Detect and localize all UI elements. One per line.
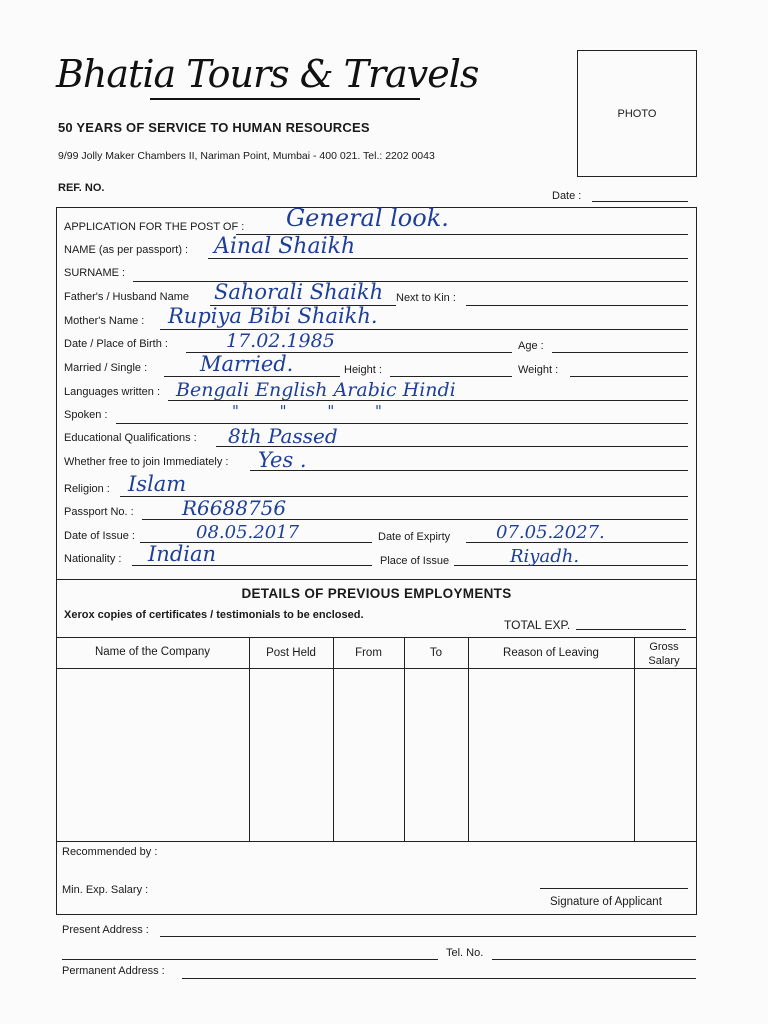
religion-value: Islam xyxy=(128,472,187,496)
col-divider xyxy=(249,637,250,842)
col-header-company: Name of the Company xyxy=(94,646,211,658)
col-header-from: From xyxy=(355,647,382,659)
logo-underline xyxy=(150,98,420,100)
next-kin-label: Next to Kin : xyxy=(396,292,456,304)
age-field[interactable] xyxy=(552,352,688,353)
issue-value: 08.05.2017 xyxy=(196,522,300,543)
edu-value: 8th Passed xyxy=(228,424,338,448)
married-value: Married. xyxy=(200,352,294,376)
name-label: NAME (as per passport) : xyxy=(64,244,189,256)
nationality-value: Indian xyxy=(148,542,217,566)
company-logo: Bhatia Tours & Travels xyxy=(56,52,479,96)
dob-label: Date / Place of Birth : xyxy=(64,338,168,350)
married-field[interactable] xyxy=(164,376,340,377)
present-address-field-2[interactable] xyxy=(62,959,438,960)
next-kin-field[interactable] xyxy=(466,305,688,306)
free-join-value: Yes . xyxy=(258,448,307,472)
permanent-address-field[interactable] xyxy=(182,978,696,979)
table-top-border xyxy=(56,637,697,638)
employment-title: DETAILS OF PREVIOUS EMPLOYMENTS xyxy=(241,586,512,601)
father-value: Sahorali Shaikh xyxy=(214,280,384,304)
spoken-value: " " " " xyxy=(232,402,400,420)
place-issue-label: Place of Issue xyxy=(380,555,450,567)
present-address-label: Present Address : xyxy=(62,924,149,936)
lang-written-label: Languages written : xyxy=(64,386,161,398)
father-label: Father's / Husband Name xyxy=(64,291,189,303)
height-field[interactable] xyxy=(390,376,512,377)
height-label: Height : xyxy=(344,364,382,376)
company-address: 9/99 Jolly Maker Chambers II, Nariman Point, Mumbai - 400 021. Tel.: 2202 0043 xyxy=(58,150,435,162)
issue-label: Date of Issue : xyxy=(64,530,135,542)
col-divider xyxy=(634,637,635,842)
col-divider xyxy=(404,637,405,842)
religion-label: Religion : xyxy=(64,483,110,495)
weight-label: Weight : xyxy=(518,364,559,376)
table-header-border xyxy=(56,668,697,669)
edu-label: Educational Qualifications : xyxy=(64,432,197,444)
signature-line[interactable] xyxy=(540,888,688,889)
lang-written-value: Bengali English Arabic Hindi xyxy=(176,379,456,401)
age-label: Age : xyxy=(518,340,544,352)
signature-label: Signature of Applicant xyxy=(550,896,662,908)
spoken-label: Spoken : xyxy=(64,409,108,421)
tel-field[interactable] xyxy=(492,959,696,960)
post-value: General look. xyxy=(286,204,449,232)
col-divider xyxy=(468,637,469,842)
passport-value: R6688756 xyxy=(182,496,287,520)
weight-field[interactable] xyxy=(570,376,688,377)
surname-label: SURNAME : xyxy=(64,267,126,279)
free-join-label: Whether free to join Immediately : xyxy=(64,456,229,468)
spoken-field[interactable] xyxy=(116,423,688,424)
permanent-address-label: Permanent Address : xyxy=(62,965,165,977)
table-bottom-border xyxy=(56,841,697,842)
tagline: 50 YEARS OF SERVICE TO HUMAN RESOURCES xyxy=(58,120,370,135)
present-address-field[interactable] xyxy=(160,936,696,937)
passport-label: Passport No. : xyxy=(64,506,134,518)
min-salary-label: Min. Exp. Salary : xyxy=(62,884,149,896)
total-exp-field[interactable] xyxy=(576,629,686,630)
photo-label: PHOTO xyxy=(617,108,657,120)
col-header-post: Post Held xyxy=(266,647,316,659)
col-header-reason: Reason of Leaving xyxy=(503,647,599,659)
free-join-field[interactable] xyxy=(250,470,688,471)
expiry-label: Date of Expirty xyxy=(378,531,451,543)
mother-label: Mother's Name : xyxy=(64,315,145,327)
dob-value: 17.02.1985 xyxy=(226,330,335,352)
recommended-label: Recommended by : xyxy=(62,846,158,858)
ref-no-label: REF. NO. xyxy=(58,182,105,194)
tel-label: Tel. No. xyxy=(446,947,484,959)
expiry-value: 07.05.2027. xyxy=(496,522,605,543)
col-divider xyxy=(333,637,334,842)
total-exp-label: TOTAL EXP. xyxy=(504,618,571,632)
name-value: Ainal Shaikh xyxy=(214,234,356,259)
place-issue-value: Riyadh. xyxy=(510,546,580,567)
col-header-salary: Gross Salary xyxy=(648,641,680,667)
date-label: Date : xyxy=(552,190,582,202)
married-label: Married / Single : xyxy=(64,362,148,374)
date-field[interactable] xyxy=(592,201,688,202)
certificates-note: Xerox copies of certificates / testimonials to be enclosed. xyxy=(64,609,364,621)
section-divider xyxy=(56,579,697,580)
col-header-to: To xyxy=(429,647,443,659)
post-label: APPLICATION FOR THE POST OF : xyxy=(64,221,245,233)
nationality-label: Nationality : xyxy=(64,553,122,565)
mother-value: Rupiya Bibi Shaikh. xyxy=(168,304,378,328)
